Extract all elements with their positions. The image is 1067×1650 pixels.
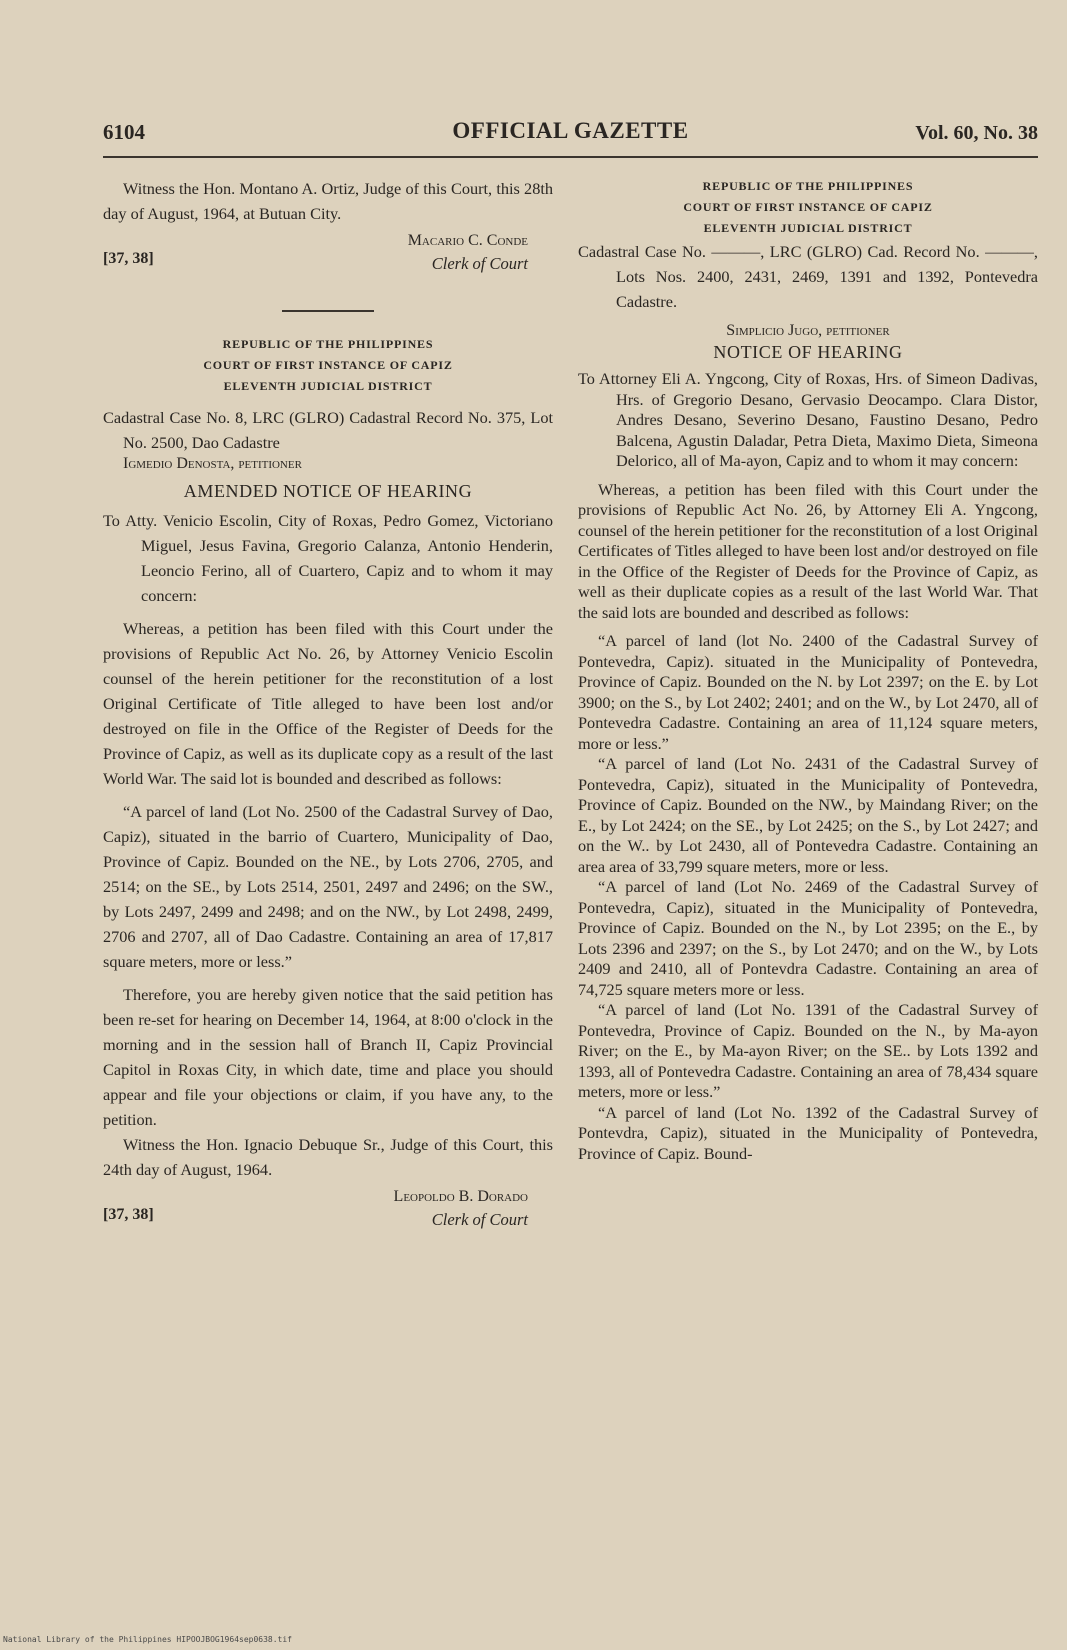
signatory-title: Clerk of Court (431, 1210, 528, 1229)
publication-title: OFFICIAL GAZETTE (452, 118, 689, 143)
court-line: ELEVENTH JUDICIAL DISTRICT (223, 379, 433, 393)
header-rule (103, 156, 1038, 158)
scan-footer: National Library of the Philippines HIPOOJBOG1964sep0638.tif (3, 1635, 292, 1644)
parcel-description: “A parcel of land (Lot No. 2500 of the Cadastral Survey of Dao, Capiz), situated in the barrio of Cuartero, Municipality of Dao, Province of Capiz. Bounded on the NE., by Lots 2706, 2705, and 2514; on the SE., by Lots 2514, 2501, 2497 and 2496; on the SW., by Lots 2497, 2499 and 2498; and on the NW., by Lot 2498, 2499, 2706 and 2707, all of Dao Cadastre. Containing an area of 17,817 square meters, more or less.” (103, 802, 553, 971)
parcel-description: “A parcel of land (lot No. 2400 of the Cadastral Survey of Pontevedra, Capiz). situated in the Municipality of Pontevedra, Province of Capiz. Bounded on the N. by Lot 2397; on the E. by Lot 3900; on the S., by Lot 2402; 2401; and on the W., by Lot 2470, all of Pontevedra Cadastre. Containing an area of 11,124 square meters, more or less.” (578, 631, 1038, 753)
right-column (578, 176, 1038, 1164)
page-number: 6104 (103, 120, 145, 144)
court-heading (103, 334, 553, 397)
case-caption: Cadastral Case No. 8, LRC (GLRO) Cadastral Record No. 375, Lot No. 2500, Dao Cadastre (103, 408, 553, 452)
signatory-name: Leopoldo B. Dorado (393, 1188, 528, 1205)
whereas-paragraph: Whereas, a petition has been filed with this Court under the provisions of Republic Act No. 26, by Attorney Venicio Escolin counsel of the herein petitioner for the reconstitution of a lost Original Certificate of Title alleged to have been lost and/or destroyed on file in the Office of the Register of Deeds for the Province of Capiz, as well as its duplicate copy as a result of the last World War. The said lot is bounded and described as follows: (103, 619, 553, 788)
therefore-paragraph: Therefore, you are hereby given notice that the said petition has been re-set for hearing on December 14, 1964, at 8:00 o'clock in the morning and in the session hall of Branch II, Capiz Provincial Capitol in Roxas City, in which date, time and place you should appear and file your objections or claim, if you have any, to the petition. (103, 985, 553, 1129)
court-line: COURT OF FIRST INSTANCE OF CAPIZ (203, 358, 453, 372)
page-header (103, 118, 1038, 152)
notice-title: AMENDED NOTICE OF HEARING (183, 481, 473, 501)
witness-paragraph: Witness the Hon. Montano A. Ortiz, Judge of this Court, this 28th day of August, 1964, at Butuan City. (103, 179, 553, 223)
petitioner-line: Simplicio Jugo, petitioner (726, 322, 890, 339)
court-line: REPUBLIC OF THE PHILIPPINES (702, 179, 914, 193)
witness-paragraph: Witness the Hon. Ignacio Debuque Sr., Judge of this Court, this 24th day of August, 1964. (103, 1135, 553, 1179)
issue-reference: [37, 38] (103, 1206, 154, 1223)
court-line: COURT OF FIRST INSTANCE OF CAPIZ (683, 200, 933, 214)
parcel-description: “A parcel of land (Lot No. 1392 of the Cadastral Survey of Pontevdra, Capiz), situated in the Municipality of Pontevedra, Province of Capiz. Bound- (578, 1102, 1038, 1163)
court-line: ELEVENTH JUDICIAL DISTRICT (703, 221, 913, 235)
left-column (103, 176, 553, 1238)
signature-block (103, 232, 553, 282)
volume-number: Vol. 60, No. 38 (915, 122, 1038, 144)
parcel-description: “A parcel of land (Lot No. 2469 of the Cadastral Survey of Pontevedra, Capiz), situated in the Municipality of Pontevedra, Province of Capiz. Bounded on the N., by Lot 2395; on the E., by Lots 2396 and 2397; on the S., by Lot 2470; and on the W., by Lots 2409 and 2410, all of Pontevdra Cadastre. Containing an area of 74,725 square meters more or less. (578, 877, 1038, 999)
section-divider (282, 310, 374, 312)
addressees-paragraph: To Attorney Eli A. Yngcong, City of Roxas, Hrs. of Simeon Dadivas, Hrs. of Gregorio Desano, Gervasio Deocampo. Clara Distor, Andres Desano, Severino Desano, Faustino Desano, Pedro Balcena, Agustin Daladar, Petra Dieta, Maximo Dieta, Simeona Delorico, all of Ma-ayon, Capiz and to whom it may concern: (578, 369, 1038, 470)
notice-title: NOTICE OF HEARING (713, 342, 903, 362)
signature-block (103, 1188, 553, 1238)
parcel-description: “A parcel of land (Lot No. 1391 of the Cadastral Survey of Pontevedra, Province of Capiz. Bounded on the N., by Ma-ayon River; on the E., by Ma-ayon River; on the SE.. by Lots 1392 and 1393, all of Pontevedra Cadastre. Containing an area of 78,434 square meters, more or less.” (578, 1000, 1038, 1101)
signatory-name: Macario C. Conde (407, 232, 528, 249)
signatory-title: Clerk of Court (431, 254, 528, 273)
court-heading (578, 176, 1038, 239)
petitioner-line: Igmedio Denosta, petitioner (123, 455, 302, 472)
case-caption: Cadastral Case No. ———, LRC (GLRO) Cad. Record No. ———, Lots Nos. 2400, 2431, 2469, 1391 and 1392, Pontevedra Cadastre. (578, 242, 1038, 311)
parcel-description: “A parcel of land (Lot No. 2431 of the Cadastral Survey of Pontevedra, Capiz), situated in the Municipality of Pontevedra, Province of Capiz. Bounded on the NW., by Maindang River; on the E., by Lot 2424; on the SE., by Lot 2425; on the S., by Lot 2427; and on the W.. by Lot 2430, all of Pontevedra Cadastre. Containing an area area of 33,799 square meters, more or less. (578, 754, 1038, 876)
issue-reference: [37, 38] (103, 250, 154, 267)
whereas-paragraph: Whereas, a petition has been filed with this Court under the provisions of Republic Act No. 26, by Attorney Eli A. Yngcong, counsel of the herein petitioner for the reconstitution of a lost Original Certificates of Titles alleged to have been lost and/or destroyed on file in the Office of the Register of Deeds for the Province of Capiz, as well as their duplicate copies as a result of the last World War. That the said lots are bounded and described as follows: (578, 479, 1038, 622)
addressees-paragraph: To Atty. Venicio Escolin, City of Roxas, Pedro Gomez, Victoriano Miguel, Jesus Favina, Gregorio Calanza, Antonio Henderin, Leoncio Ferino, all of Cuartero, Capiz and to whom it may concern: (103, 511, 553, 605)
court-line: REPUBLIC OF THE PHILIPPINES (222, 337, 434, 351)
